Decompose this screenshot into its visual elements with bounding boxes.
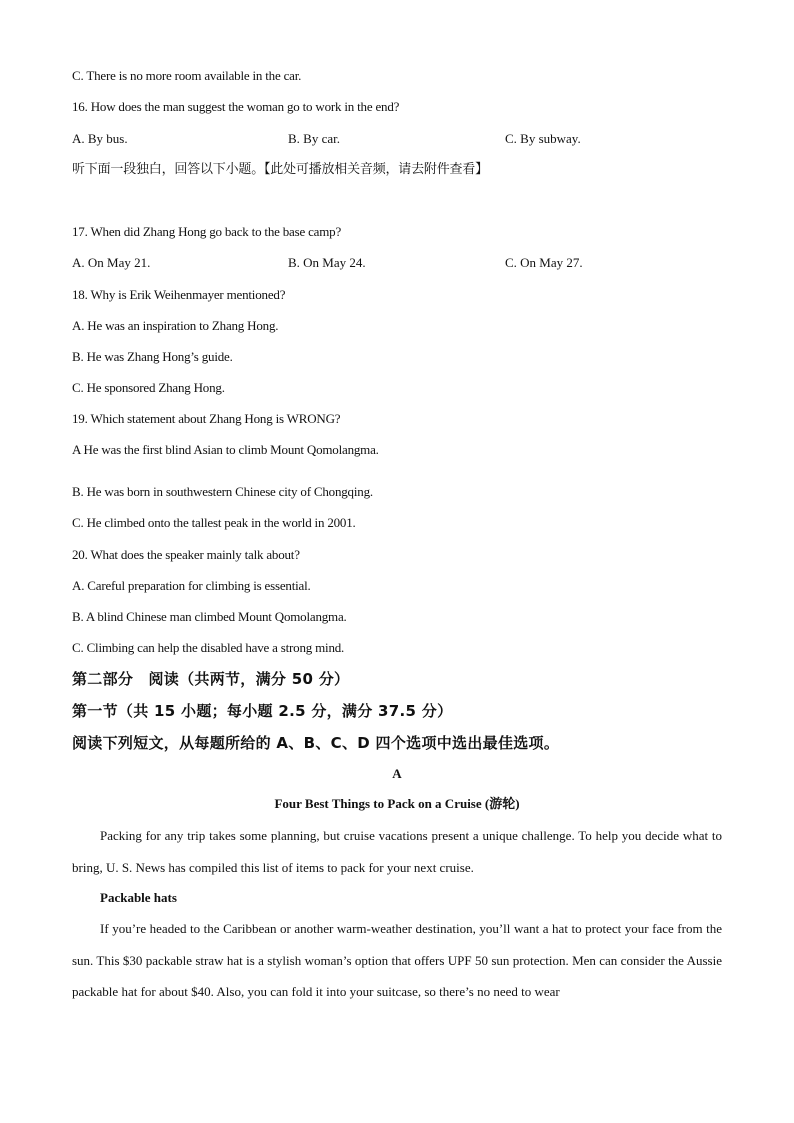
q17-question: 17. When did Zhang Hong go back to the base camp?	[72, 224, 342, 239]
q16-option-b: B. By car.	[288, 131, 340, 146]
passage-title: Four Best Things to Pack on a Cruise (游轮)	[274, 796, 520, 811]
q20-option-a: A. Careful preparation for climbing is essential.	[72, 578, 311, 593]
q17-option-a: A. On May 21.	[72, 255, 151, 270]
q18-option-a: A. He was an inspiration to Zhang Hong.	[72, 318, 279, 333]
q20-option-b: B. A blind Chinese man climbed Mount Qomolangma.	[72, 609, 347, 624]
q17-option-c: C. On May 27.	[505, 255, 583, 270]
monologue-instruction: 听下面一段独白，回答以下小题。【此处可播放相关音频，请去附件查看】	[72, 162, 488, 177]
q20-question: 20. What does the speaker mainly talk about?	[72, 547, 300, 562]
q18-option-c: C. He sponsored Zhang Hong.	[72, 380, 225, 395]
q16-option-a: A. By bus.	[72, 131, 128, 146]
q19-option-b: B. He was born in southwestern Chinese city of Chongqing.	[72, 484, 373, 499]
q16-option-c: C. By subway.	[505, 131, 581, 146]
section-one-heading: 第一节（共 15 小题；每小题 2.5 分，满分 37.5 分）	[72, 702, 453, 720]
q16-question: 16. How does the man suggest the woman go to work in the end?	[72, 99, 400, 114]
paragraph-packable-hats: If you’re headed to the Caribbean or another warm-weather destination, you’ll want a hat to protect your face from the sun. This $30 packable straw hat is a stylish woman’s option that offers UPF 50 sun protection. Men can consider the Aussie packable hat for about $40. Also, you can fold it into your suitcase, so there’s no need to wear	[72, 921, 722, 999]
q19-option-a: A He was the first blind Asian to climb Mount Qomolangma.	[72, 442, 379, 457]
q18-option-b: B. He was Zhang Hong’s guide.	[72, 349, 233, 364]
part-two-heading: 第二部分 阅读（共两节，满分 50 分）	[72, 670, 350, 688]
q18-question: 18. Why is Erik Weihenmayer mentioned?	[72, 287, 286, 302]
passage-intro: Packing for any trip takes some planning, but cruise vacations present a unique challenge. To help you decide what to bring, U. S. News has compiled this list of items to pack for your next cruise.	[72, 828, 722, 875]
q19-option-c: C. He climbed onto the tallest peak in the world in 2001.	[72, 515, 356, 530]
q15-option-c: C. There is no more room available in the car.	[72, 68, 302, 83]
q19-question: 19. Which statement about Zhang Hong is WRONG?	[72, 411, 341, 426]
passage-letter: A	[392, 766, 402, 781]
reading-instruction: 阅读下列短文，从每题所给的 A、B、C、D 四个选项中选出最佳选项。	[72, 734, 560, 752]
q20-option-c: C. Climbing can help the disabled have a strong mind.	[72, 640, 345, 655]
q17-option-b: B. On May 24.	[288, 255, 366, 270]
subheading-packable-hats: Packable hats	[100, 890, 177, 905]
